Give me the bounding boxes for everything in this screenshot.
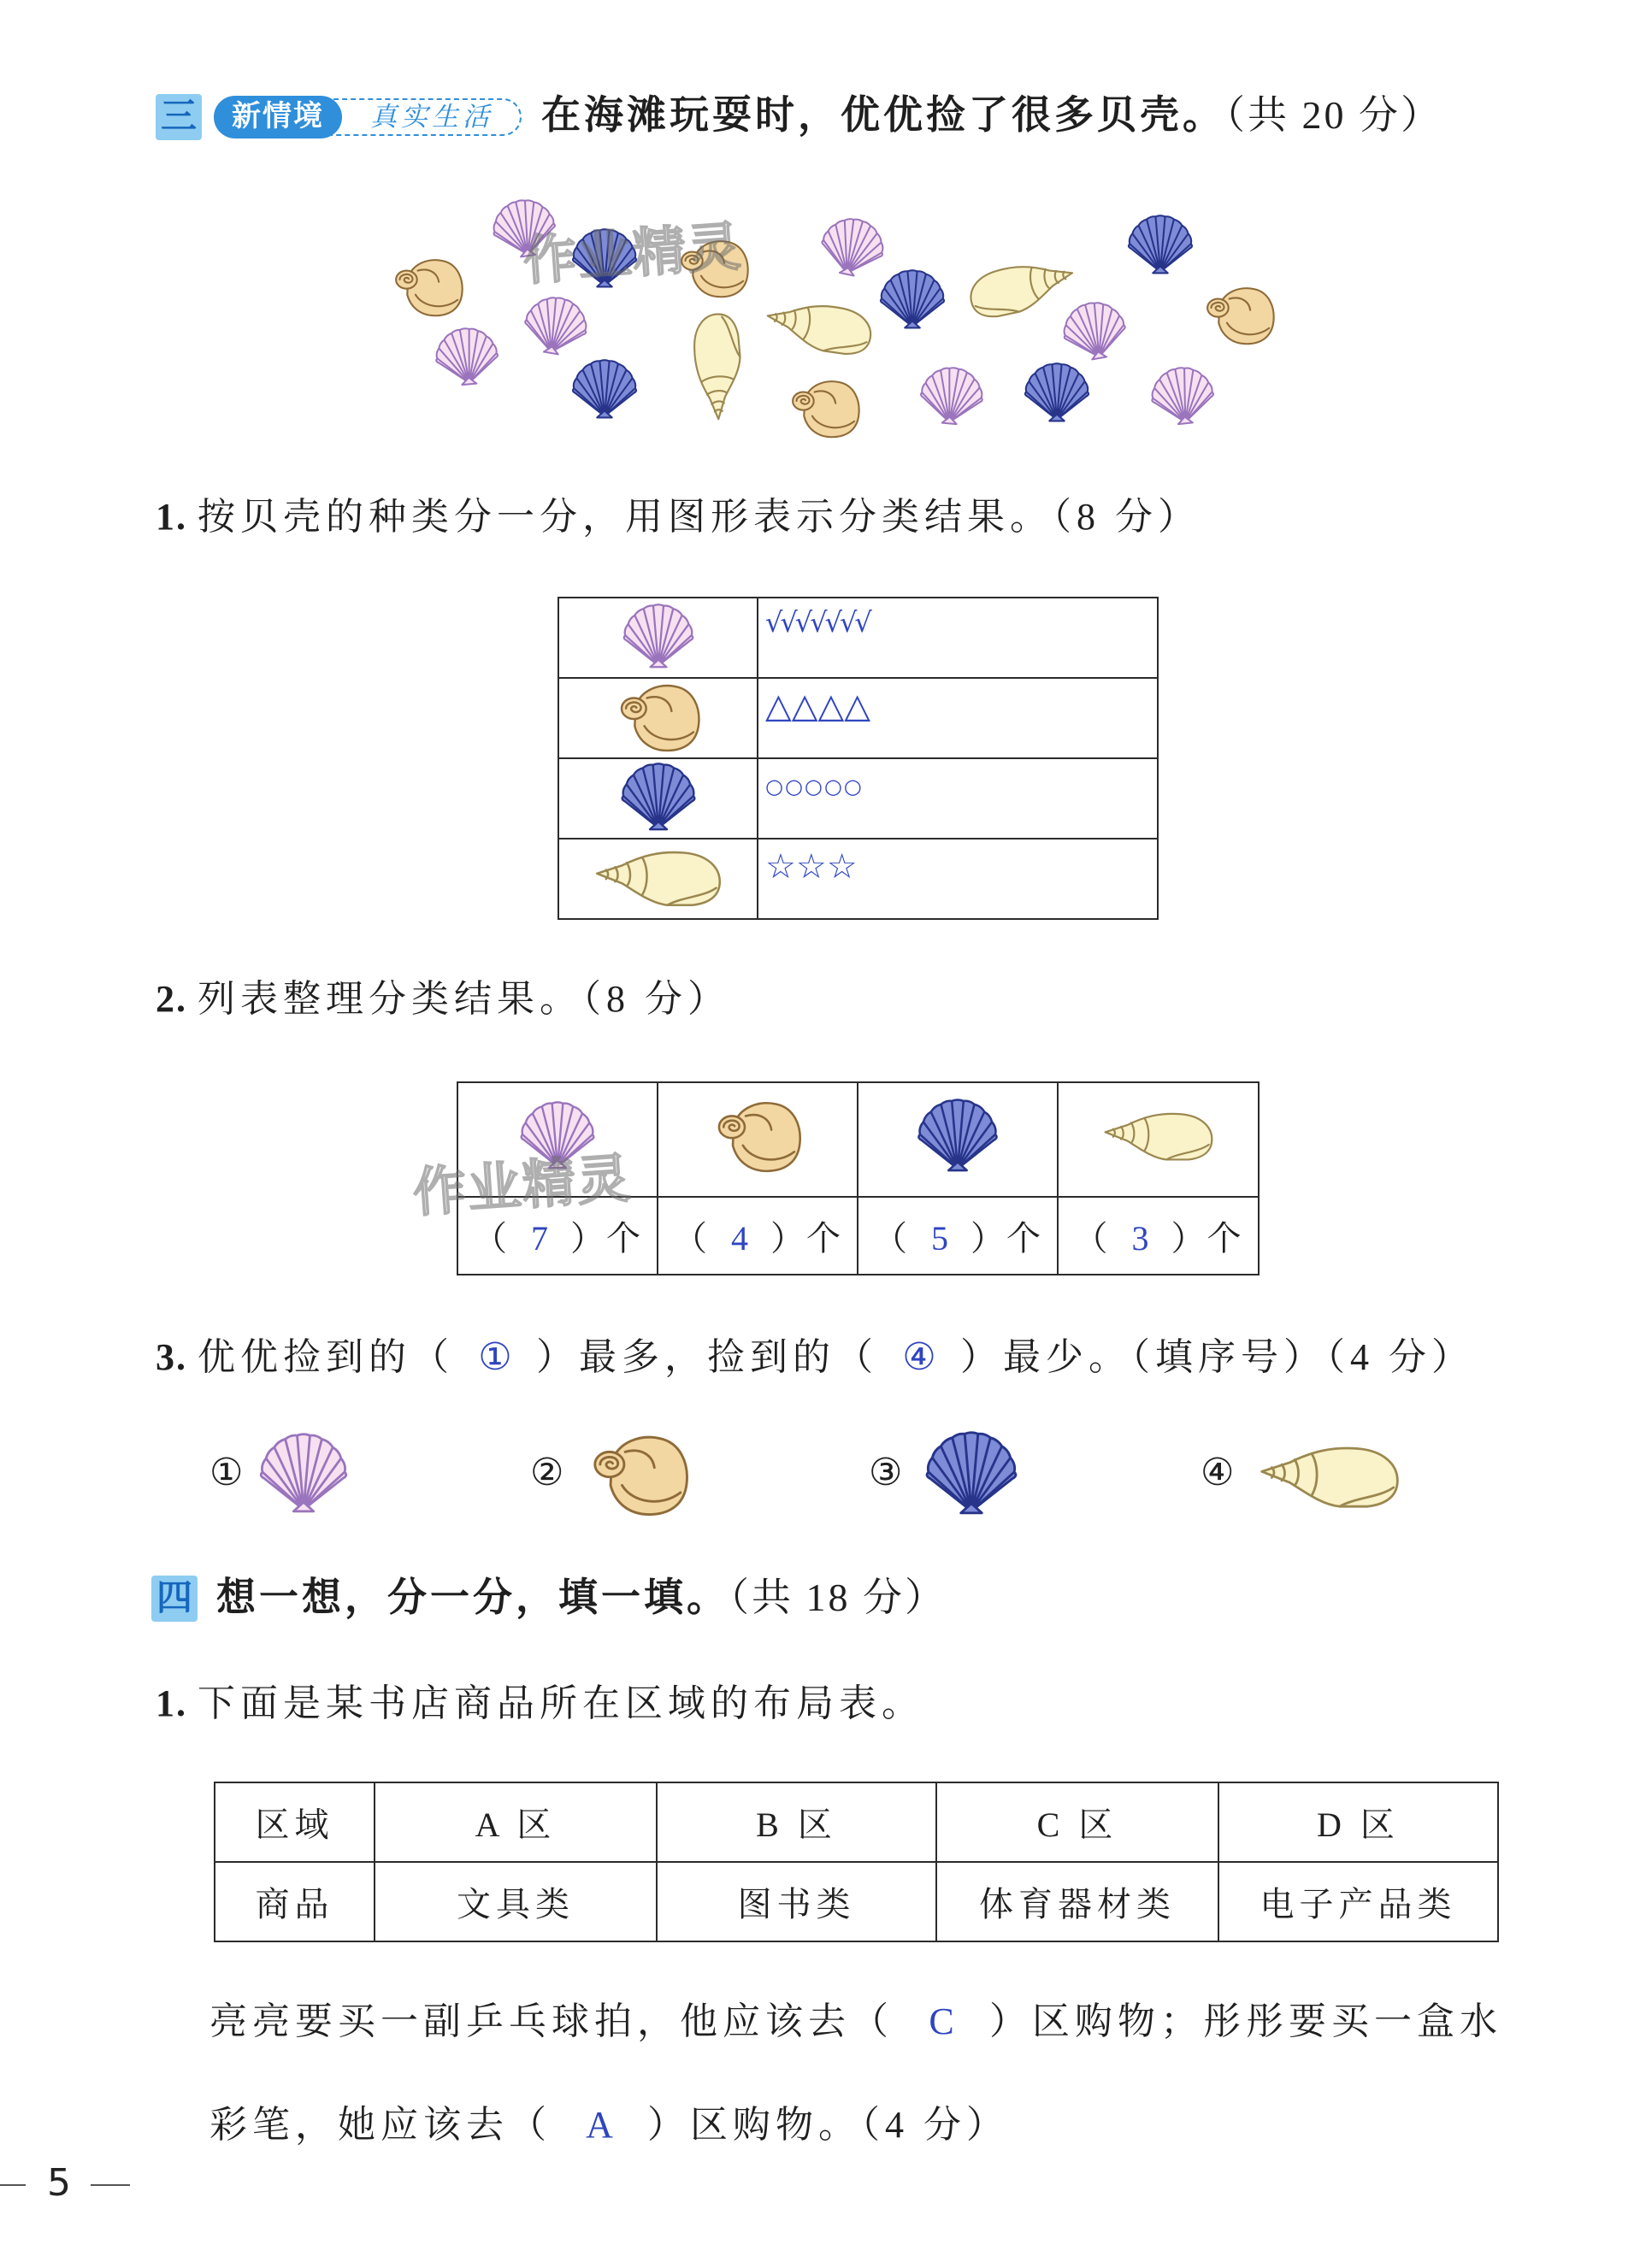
- section-score: （共 18 分）: [729, 1576, 947, 1619]
- option-label: ④: [1201, 1451, 1235, 1494]
- shell-cell: [558, 598, 758, 678]
- table-cell: 商品: [215, 1862, 375, 1941]
- blue-scallop-icon: [1129, 215, 1192, 273]
- section-number-box: 四: [151, 1576, 198, 1622]
- paren-open: （: [673, 1219, 709, 1258]
- pink-scallop-icon: [434, 326, 499, 386]
- star-marks: ☆☆☆: [765, 847, 858, 887]
- round-snail-icon: [793, 381, 859, 437]
- pink-scallop-icon: [918, 365, 984, 426]
- table-cell: D 区: [1218, 1782, 1498, 1862]
- beach-shells-illustration: [0, 192, 1646, 449]
- mark-cell: [758, 678, 1158, 758]
- pink-scallop-icon: [1149, 365, 1216, 427]
- page-number: 5: [47, 2161, 71, 2205]
- page-number-dash: [0, 2184, 26, 2186]
- question-number: 1.: [156, 1682, 187, 1724]
- shell-cell: [858, 1082, 1058, 1197]
- option-label: ③: [869, 1451, 903, 1494]
- circle-marks: ○○○○○: [765, 775, 864, 798]
- section-number-box: 三: [156, 94, 202, 140]
- count-answer: 3: [1131, 1219, 1149, 1258]
- question-number: 3.: [156, 1336, 187, 1378]
- table-cell: 图书类: [657, 1862, 936, 1941]
- paren-open: （: [873, 1219, 909, 1258]
- pink-scallop-icon: [257, 1433, 351, 1513]
- fill-in-line-2: [209, 2101, 1009, 2149]
- mark-cell: [758, 758, 1158, 839]
- shell-cell: [558, 758, 758, 839]
- section4-question-1: [156, 1680, 924, 1728]
- pink-scallop-icon: [616, 604, 701, 669]
- question-3: [156, 1334, 1474, 1381]
- bookstore-layout-table: [214, 1782, 1499, 1942]
- count-cell: [858, 1197, 1058, 1275]
- count-answer: 7: [531, 1219, 548, 1258]
- count-cell: [658, 1197, 858, 1275]
- count-answer: 4: [731, 1219, 748, 1258]
- section-title: [541, 91, 1442, 139]
- answer-zone: A: [586, 2104, 613, 2146]
- option-label: ②: [530, 1451, 564, 1494]
- question-text-part: ）区购物；彤彤要买一盒水: [989, 2000, 1502, 2042]
- paren-open: （: [473, 1219, 509, 1258]
- section-score: （共 20 分）: [1225, 93, 1442, 137]
- round-snail-icon: [1207, 288, 1274, 344]
- shell-cell: [658, 1082, 858, 1197]
- fill-in-line-1: [209, 1998, 1502, 2046]
- conch-icon: [966, 256, 1078, 321]
- option-label: ①: [209, 1451, 244, 1494]
- shell-cell: [1058, 1082, 1259, 1197]
- shell-cell: [558, 839, 758, 919]
- triangle-marks: △△△△: [765, 686, 871, 726]
- section-title-text: 想一想，分一分，填一填。: [216, 1576, 729, 1619]
- question-text-part: ）最多，捡到的（: [536, 1336, 878, 1378]
- question-text: 按贝壳的种类分一分，用图形表示分类结果。: [198, 496, 1053, 538]
- mark-cell: [758, 839, 1158, 919]
- conch-icon: [1090, 1107, 1227, 1163]
- watermark: 作业精灵: [410, 1146, 634, 1224]
- blue-scallop-icon: [881, 270, 944, 327]
- table-header-row: [215, 1782, 1498, 1862]
- table-cell: A 区: [375, 1782, 657, 1862]
- blue-scallop-icon: [923, 1431, 1019, 1515]
- question-number: 2.: [156, 978, 187, 1020]
- table-row: [558, 839, 1158, 919]
- question-score: （8 分）: [582, 978, 730, 1020]
- question-text: 列表整理分类结果。: [198, 978, 582, 1020]
- answer-least: ④: [902, 1336, 936, 1378]
- blue-scallop-icon: [616, 763, 701, 831]
- question-text-part: ）最少。（填序号）（4 分）: [960, 1336, 1474, 1378]
- shell-symbol-table: [558, 597, 1159, 920]
- count-answer: 5: [931, 1219, 948, 1258]
- question-text-part: 亮亮要买一副乒乓球拍，他应该去（: [209, 2000, 894, 2042]
- table-cell: 文具类: [375, 1862, 657, 1941]
- watermark: 作业精灵: [521, 215, 745, 292]
- pink-scallop-icon: [1059, 297, 1130, 363]
- round-snail-icon: [396, 260, 463, 315]
- shell-cell: [558, 678, 758, 758]
- question-number: 1.: [156, 496, 187, 538]
- round-snail-icon: [608, 680, 709, 752]
- table-cell: 区域: [215, 1782, 375, 1862]
- check-marks: √√√√√√√: [765, 606, 870, 639]
- conch-icon: [1257, 1440, 1402, 1511]
- answer-zone: C: [929, 2000, 954, 2042]
- count-cell: [1058, 1197, 1259, 1275]
- table-cell: C 区: [936, 1782, 1218, 1862]
- pink-scallop-icon: [521, 292, 591, 358]
- page-number-dash: [91, 2184, 130, 2186]
- paren-close-unit: ）个: [1171, 1219, 1243, 1258]
- question-text-part: 优优捡到的（: [198, 1336, 454, 1378]
- new-situation-tag: 新情境: [214, 96, 342, 138]
- conch-icon: [692, 313, 746, 421]
- table-cell: B 区: [657, 1782, 936, 1862]
- question-text-part: ）区购物。（4 分）: [647, 2104, 1009, 2146]
- section-title-text: 在海滩玩耍时，优优捡了很多贝壳。: [541, 93, 1225, 137]
- blue-scallop-icon: [573, 360, 636, 417]
- table-row: [558, 678, 1158, 758]
- table-cell: 电子产品类: [1218, 1862, 1498, 1941]
- question-2: [156, 975, 730, 1023]
- paren-open: （: [1073, 1219, 1110, 1258]
- pink-scallop-icon: [817, 213, 888, 280]
- round-snail-icon: [708, 1098, 807, 1173]
- paren-close-unit: ）个: [570, 1219, 642, 1258]
- question-text-part: 彩笔，她应该去（: [209, 2104, 552, 2146]
- table-row: [215, 1862, 1498, 1941]
- table-row: [558, 598, 1158, 678]
- round-snail-icon: [585, 1431, 693, 1517]
- section-title: [216, 1574, 947, 1622]
- question-1: [156, 493, 1201, 541]
- blue-scallop-icon: [913, 1099, 1002, 1172]
- conch-icon: [587, 845, 730, 910]
- answer-most: ①: [478, 1336, 512, 1378]
- conch-icon: [764, 298, 874, 357]
- question-text: 下面是某书店商品所在区域的布局表。: [198, 1682, 924, 1724]
- paren-close-unit: ）个: [770, 1219, 842, 1258]
- real-life-tag: 真实生活: [325, 98, 522, 136]
- table-cell: 体育器材类: [936, 1862, 1218, 1941]
- question-score: （8 分）: [1053, 496, 1201, 538]
- table-row: [558, 758, 1158, 839]
- blue-scallop-icon: [1025, 363, 1088, 421]
- mark-cell: [758, 598, 1158, 678]
- paren-close-unit: ）个: [970, 1219, 1042, 1258]
